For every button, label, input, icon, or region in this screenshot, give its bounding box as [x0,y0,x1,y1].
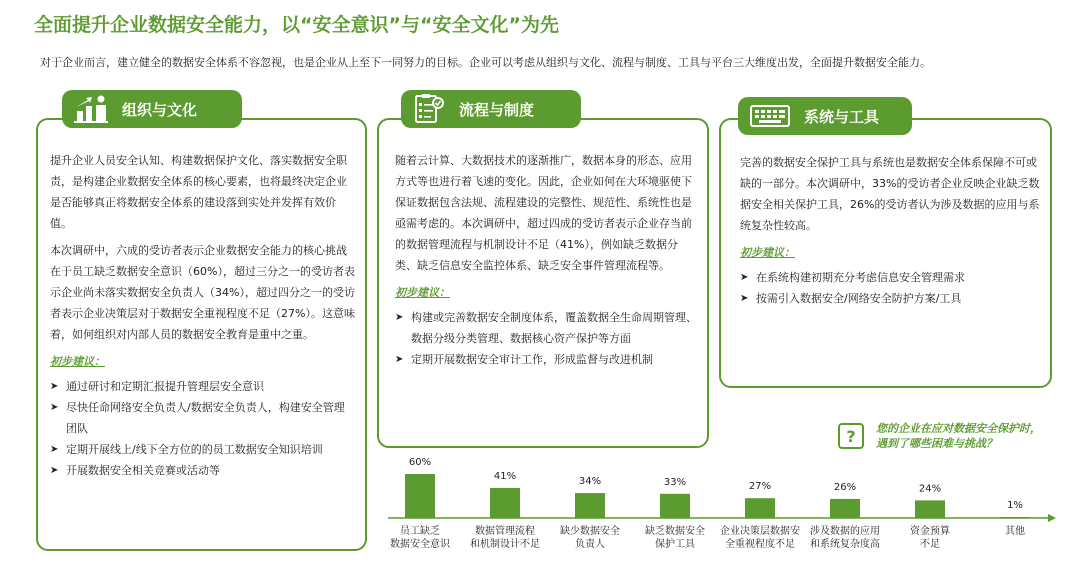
question-line: 您的企业在应对数据安全保护时， [876,422,1041,435]
paragraph: 完善的数据安全保护工具与系统也是数据安全体系保障不可或缺的一部分。本次调研中，33%的受访者企业反映企业缺乏数据安全相关保护工具，26%的受访者认为涉及数据的应用与系统复杂性较高。 [740,156,1040,232]
question-icon: ? [838,423,864,449]
panel-heading: 系统与工具 [804,107,880,126]
category-label: 员工缺乏 数据安全意识 [390,526,450,550]
bar-value-label: 24% [918,483,942,495]
bar [575,493,605,518]
bar-value-label: 1% [1007,500,1023,511]
question-line: 遇到了哪些困难与挑战？ [876,437,997,450]
bar [490,488,520,518]
bar [830,499,860,518]
panel-heading: 组织与文化 [122,100,198,119]
suggestion-label: 初步建议： [740,246,795,259]
bar [745,498,775,518]
bar-value-label: 34% [578,476,602,488]
bar [405,474,435,518]
list-item: ➤ 构建或完善数据安全制度体系，覆盖数据全生命周期管理、数据分级分类管理、数据核心资产保护等方面 [395,307,698,349]
paragraph: 提升企业人员安全认知、构建数据保护文化、落实数据安全职责，是构建企业数据安全体系的核心要素，也将最终决定企业是否能够真正将数据安全体系的建设落到实处并发挥有效价值。 [50,154,347,230]
bar-value-label: 60% [408,457,432,468]
bar-value-label: 33% [663,476,687,488]
suggestion-label: 初步建议： [395,286,450,299]
list-item: ➤ 尽快任命网络安全负责人/数据安全负责人，构建安全管理团队 [50,397,355,439]
bar-value-label: 41% [493,470,517,482]
category-label: 涉及数据的应用 和系统复杂度高 [810,526,880,550]
bar [1000,517,1030,518]
category-label: 缺乏数据安全 保护工具 [645,526,705,550]
category-label: 数据管理流程 和机制设计不足 [470,526,540,550]
category-label: 资金预算 不足 [910,526,950,550]
paragraph: 随着云计算、大数据技术的逐渐推广，数据本身的形态、应用方式等也进行着飞速的变化。因此，企业如何在大环境驱使下保证数据包含法规、流程建设的完整性、规范性、系统性也是亟需考虑的。本次调研中，超过四成的受访者表示企业存当前的数据管理流程与机制设计不足（41%），例如缺乏数据分类、缺乏信息安全监控体系、缺乏安全事件管理流程等。 [395,154,692,272]
x-axis-arrow [1048,514,1056,522]
bar [915,500,945,518]
suggestion-label: 初步建议： [50,355,105,368]
category-label: 企业决策层数据安 全重视程度不足 [720,526,800,550]
page-title: 全面提升企业数据安全能力，以“安全意识”与“安全文化”为先 [34,14,559,36]
list-item: ➤ 通过研讨和定期汇报提升管理层安全意识 [50,376,355,397]
category-label: 其他 [1005,526,1025,537]
panel-heading: 流程与制度 [459,100,535,119]
category-label: 缺少数据安全 负责人 [560,526,620,550]
paragraph: 本次调研中，六成的受访者表示企业数据安全能力的核心挑战在于员工缺乏数据安全意识（60%），超过三分之一的受访者表示企业尚未落实数据安全负责人（34%），超过四分之一的受访者表示企业决策层对于数据安全重视程度不足（27%）。这意味着，如何组织对内部人员的数据安全教育是重中之重。 [50,244,355,341]
intro-text: 对于企业而言，建立健全的数据安全体系不容忽视，也是企业从上至下一同努力的目标。企业可以考虑从组织与文化、流程与制度、工具与平台三大维度出发，全面提升数据安全能力。 [40,56,931,69]
bar-value-label: 26% [833,481,857,493]
list-item: ➤ 按需引入数据安全/网络安全防护方案/工具 [740,288,1040,309]
bar-value-label: 27% [748,481,772,493]
list-item: ➤ 定期开展线上/线下全方位的的员工数据安全知识培训 [50,439,355,460]
list-item: ➤ 开展数据安全相关竞赛或活动等 [50,460,355,481]
bar [660,494,690,518]
list-item: ➤ 在系统构建初期充分考虑信息安全管理需求 [740,267,1040,288]
list-item: ➤ 定期开展数据安全审计工作，形成监督与改进机制 [395,349,698,370]
